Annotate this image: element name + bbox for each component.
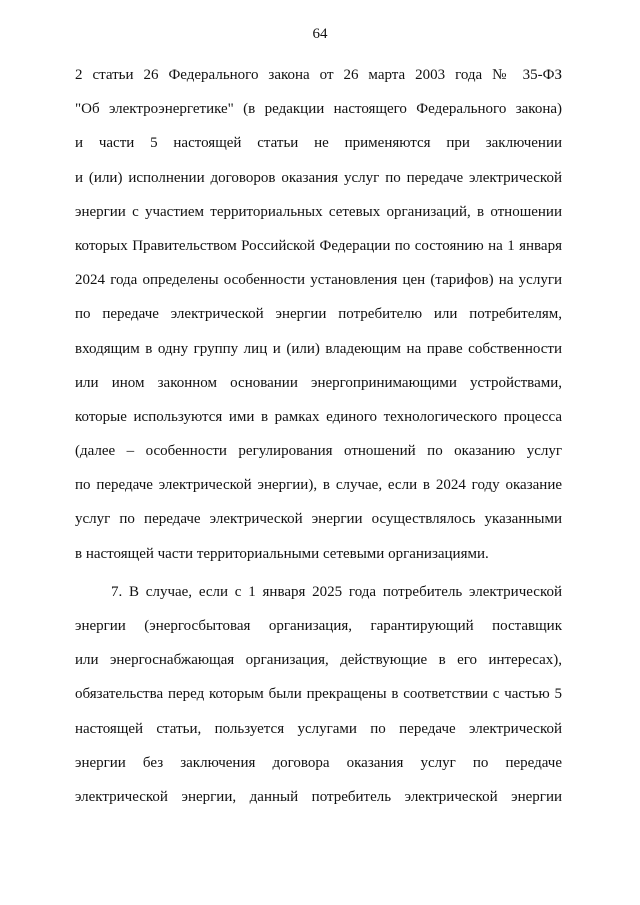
text-line: и (или) исполнении договоров оказания услуг по передаче электрической <box>75 169 562 186</box>
text-line: или ином законном основании энергопринимающими устройствами, <box>75 374 562 391</box>
text-line: (далее – особенности регулирования отношений по оказанию услуг <box>75 443 562 460</box>
text-line: 2 статьи 26 Федерального закона от 26 марта 2003 года № 35-ФЗ <box>75 67 562 83</box>
text-line: которые используются ими в рамках единого технологического процесса <box>75 408 562 425</box>
page-number: 64 <box>312 26 328 42</box>
text-line: которых Правительством Российской Федерации по состоянию на 1 января <box>75 237 562 254</box>
text-line: и части 5 настоящей статьи не применяются при заключении <box>75 135 562 152</box>
text-line: "Об электроэнергетике" (в редакции настоящего Федерального закона) <box>75 101 562 118</box>
paragraph-end-line: в настоящей части территориальными сетевыми организациями. <box>75 545 489 562</box>
text-line: энергии (энергосбытовая организация, гарантирующий поставщик <box>75 618 562 634</box>
text-line: энергии без заключения договора оказания услуг по передаче <box>75 754 562 771</box>
paragraph-start-line: 7. В случае, если с 1 января 2025 года потребитель электрической <box>111 583 562 600</box>
text-line: по передаче электрической энергии потребителю или потребителям, <box>75 306 562 323</box>
text-line: или энергоснабжающая организация, действующие в его интересах), <box>75 652 562 669</box>
text-line: электрической энергии, данный потребитель электрической энергии <box>75 788 562 805</box>
text-line: услуг по передаче электрической энергии осуществлялось указанными <box>75 511 562 528</box>
text-line: обязательства перед которым были прекращены в соответствии с частью 5 <box>75 686 562 703</box>
text-line: энергии с участием территориальных сетевых организаций, в отношении <box>75 203 562 220</box>
text-line: настоящей статьи, пользуется услугами по передаче электрической <box>75 720 562 737</box>
text-line: 2024 года определены особенности установления цен (тарифов) на услуги <box>75 272 562 289</box>
text-line: входящим в одну группу лиц и (или) владеющим на праве собственности <box>75 340 562 357</box>
document-body <box>75 62 562 818</box>
text-line: по передаче электрической энергии), в случае, если в 2024 году оказание <box>75 477 562 494</box>
